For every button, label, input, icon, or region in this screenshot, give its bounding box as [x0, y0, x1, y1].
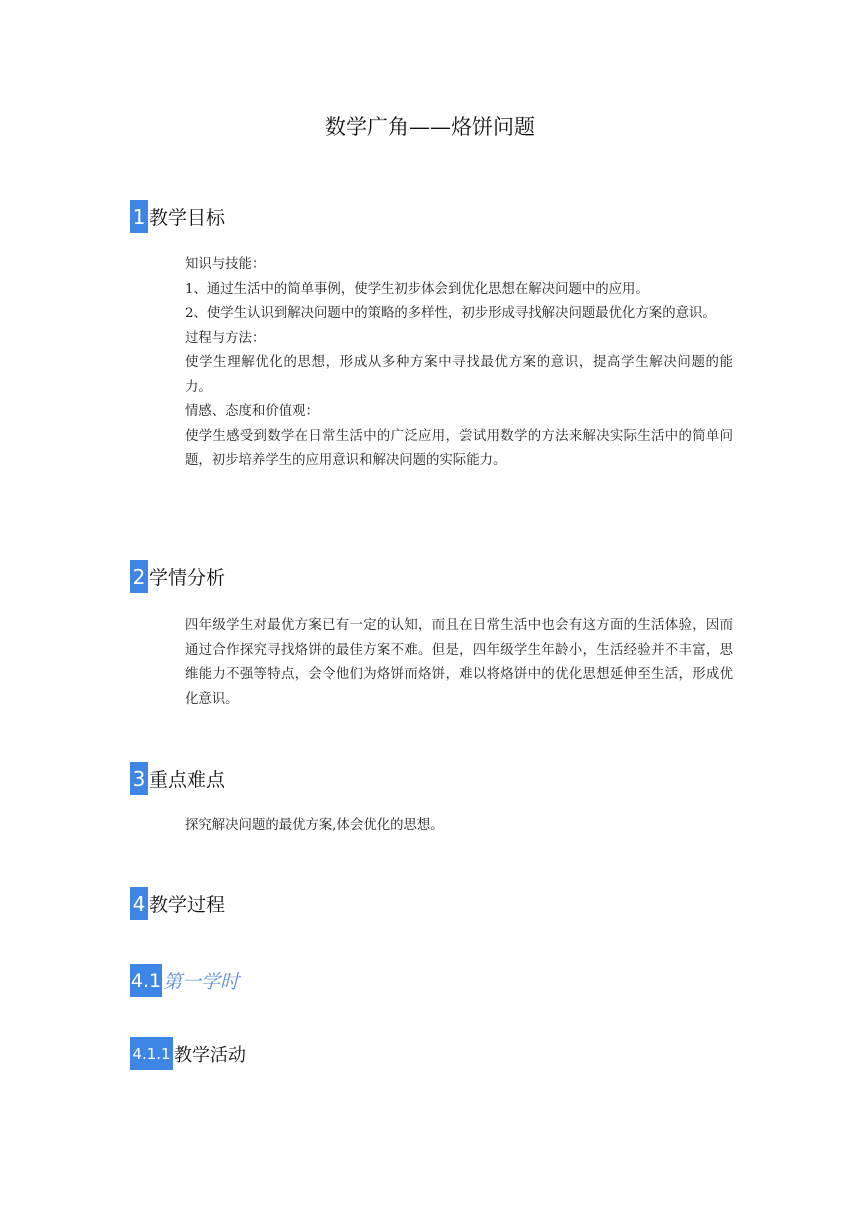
paragraph: 探究解决问题的最优方案,体会优化的思想。 — [185, 818, 444, 833]
subsection-title: 第一学时 — [163, 971, 240, 993]
section-heading-4 — [130, 887, 225, 920]
paragraph: 使学生感受到数学在日常生活中的广泛应用，尝试用数学的方法来解决实际生活中的简单问题，初步培养学生的应用意识和解决问题的实际能力。 — [185, 428, 733, 468]
subsubsection-heading — [130, 1037, 246, 1070]
section-heading-1 — [130, 200, 225, 233]
section-number-badge: 2 — [130, 560, 148, 593]
section-number-badge: 3 — [130, 762, 148, 795]
section-title: 教学过程 — [149, 894, 226, 916]
section-body-2 — [185, 614, 733, 712]
subsubsection-number-badge: 4.1.1 — [130, 1037, 173, 1070]
section-body-1 — [185, 253, 733, 474]
section-heading-2 — [130, 560, 225, 593]
subsubsection-title: 教学活动 — [174, 1044, 246, 1066]
document-title: 数学广角——烙饼问题 — [325, 115, 535, 139]
paragraph: 情感、态度和价值观： — [185, 404, 319, 419]
paragraph: 1、通过生活中的简单事例，使学生初步体会到优化思想在解决问题中的应用。 — [185, 281, 649, 297]
section-heading-3 — [130, 762, 225, 795]
subsection-number-badge: 4.1 — [130, 964, 162, 997]
paragraph: 2、使学生认识到解决问题中的策略的多样性，初步形成寻找解决问题最优化方案的意识。 — [185, 306, 716, 321]
subsection-heading — [130, 964, 239, 997]
section-title: 学情分析 — [149, 567, 226, 589]
paragraph: 使学生理解优化的思想，形成从多种方案中寻找最优方案的意识，提高学生解决问题的能力。 — [185, 355, 733, 395]
section-title: 重点难点 — [149, 769, 226, 791]
paragraph: 知识与技能： — [185, 257, 266, 272]
section-number-badge: 4 — [130, 887, 148, 920]
section-title: 教学目标 — [149, 207, 226, 229]
paragraph: 四年级学生对最优方案已有一定的认知，而且在日常生活中也会有这方面的生活体验，因而通过合作探究寻找烙饼的最佳方案不难。但是，四年级学生年龄小，生活经验并不丰富，思维能力不强等特点，会令他们为烙饼而烙饼，难以将烙饼中的优化思想延伸至生活，形成优化意识。 — [185, 618, 733, 707]
paragraph: 过程与方法： — [185, 330, 266, 346]
section-body-3 — [185, 814, 733, 839]
section-number-badge: 1 — [130, 200, 148, 233]
